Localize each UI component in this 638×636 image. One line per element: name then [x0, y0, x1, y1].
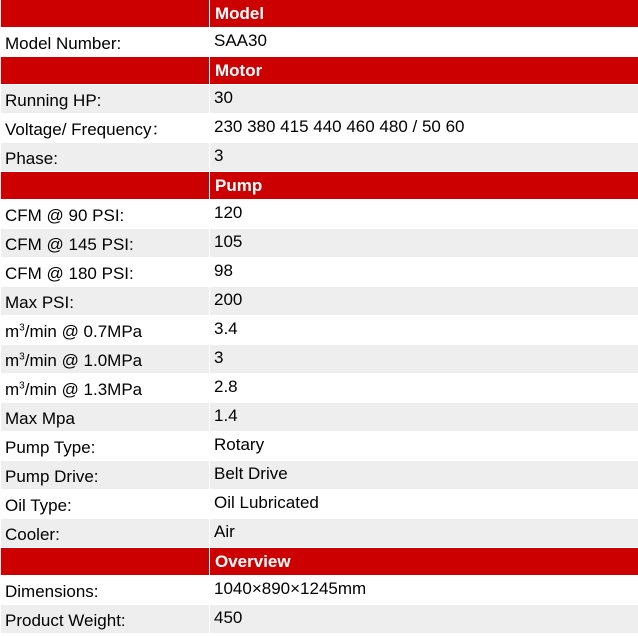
spec-value: 230 380 415 440 460 480 / 50 60 [210, 114, 638, 143]
spec-label: Dimensions: [1, 576, 210, 605]
spec-label: Product Weight: [1, 605, 210, 634]
spec-row [1, 374, 638, 403]
spec-value: 3.4 [210, 316, 638, 345]
superscript: 3 [19, 351, 25, 363]
spec-row [1, 605, 638, 634]
spec-row [1, 432, 638, 461]
spec-label: Pump Type: [1, 432, 210, 461]
section-title: Motor [210, 57, 638, 85]
label-part: /min @ 1.0MPa [24, 351, 143, 370]
spec-row [1, 28, 638, 57]
spec-row [1, 229, 638, 258]
spec-row [1, 576, 638, 605]
spec-value: 105 [210, 229, 638, 258]
spec-value: 200 [210, 287, 638, 316]
spec-value: Belt Drive [210, 461, 638, 490]
label-part: m [5, 322, 20, 341]
spec-label: Model Number: [1, 28, 210, 57]
spec-row [1, 258, 638, 287]
section-title: Model [210, 0, 638, 28]
spec-row [1, 490, 638, 519]
spec-label: CFM @ 180 PSI: [1, 258, 210, 287]
spec-label [1, 345, 210, 374]
label-part: /min @ 0.7MPa [24, 322, 143, 341]
spec-row [1, 114, 638, 143]
spec-row [1, 345, 638, 374]
spec-value: 98 [210, 258, 638, 287]
section-header-model [1, 0, 638, 28]
section-header-motor [1, 57, 638, 85]
spec-value: 3 [210, 143, 638, 172]
spec-row [1, 519, 638, 548]
spec-row [1, 85, 638, 114]
spec-value: Air [210, 519, 638, 548]
spec-label [1, 316, 210, 345]
spec-value: 1.4 [210, 403, 638, 432]
label-part: m [5, 351, 20, 370]
spec-value: 450 [210, 605, 638, 634]
spec-value: 2.8 [210, 374, 638, 403]
spec-row [1, 461, 638, 490]
spec-label [1, 374, 210, 403]
label-part: /min @ 1.3MPa [24, 380, 143, 399]
spec-row [1, 316, 638, 345]
label-part: m [5, 380, 20, 399]
spec-label: Max PSI: [1, 287, 210, 316]
section-title: Overview [210, 548, 638, 576]
spec-row [1, 143, 638, 172]
spec-label: CFM @ 90 PSI: [1, 200, 210, 229]
section-header-pump [1, 172, 638, 200]
spec-label: Cooler: [1, 519, 210, 548]
spec-value: Oil Lubricated [210, 490, 638, 519]
spec-value: SAA30 [210, 28, 638, 57]
section-title: Pump [210, 172, 638, 200]
spec-label: Phase: [1, 143, 210, 172]
section-header-overview [1, 548, 638, 576]
spec-value: 1040×890×1245mm [210, 576, 638, 605]
spec-label: Pump Drive: [1, 461, 210, 490]
spec-label: Voltage/ Frequency： [1, 114, 210, 143]
spec-value: 30 [210, 85, 638, 114]
spec-label: Oil Type: [1, 490, 210, 519]
spec-value: 3 [210, 345, 638, 374]
spec-value: Rotary [210, 432, 638, 461]
spec-row [1, 200, 638, 229]
spec-label: Running HP: [1, 85, 210, 114]
spec-label: Max Mpa [1, 403, 210, 432]
superscript: 3 [19, 380, 25, 392]
spec-label: CFM @ 145 PSI: [1, 229, 210, 258]
spec-row [1, 403, 638, 432]
spec-row [1, 287, 638, 316]
spec-value: 120 [210, 200, 638, 229]
superscript: 3 [19, 322, 25, 334]
